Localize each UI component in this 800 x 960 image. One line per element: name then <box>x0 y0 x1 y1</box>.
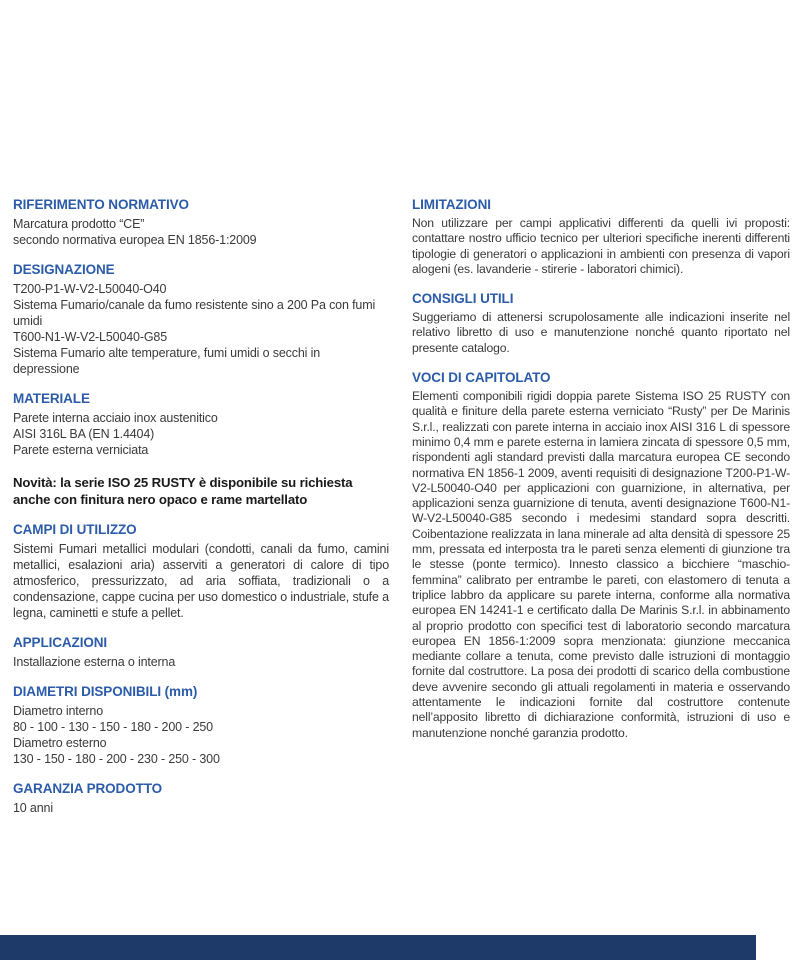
section-heading-riferimento-normativo: RIFERIMENTO NORMATIVO <box>13 197 189 212</box>
applicazioni-line-1: Installazione esterna o interna <box>13 655 176 669</box>
section-applicazioni <box>13 636 389 670</box>
riferimento-line-1: Marcatura prodotto “CE” <box>13 217 145 231</box>
materiale-line-3: Parete esterna verniciata <box>13 443 149 457</box>
section-materiale <box>13 392 389 458</box>
diametri-line-1: Diametro interno <box>13 704 104 718</box>
riferimento-line-2: secondo normativa europea EN 1856-1:2009 <box>13 233 257 247</box>
designazione-line-2: Sistema Fumario/canale da fumo resistente sino a 200 Pa con fumi umidi <box>13 298 376 328</box>
diametri-line-2: 80 - 100 - 130 - 150 - 180 - 200 - 250 <box>13 720 213 734</box>
section-consigli-utili <box>412 292 790 356</box>
designazione-line-4: Sistema Fumario alte temperature, fumi umidi o secchi in depressione <box>13 346 320 376</box>
novita-highlight: Novità: la serie ISO 25 RUSTY è disponibile su richiesta anche con finitura nero opaco e rame martellato <box>13 475 353 507</box>
voci-di-capitolato-paragraph: Elementi componibili rigidi doppia parete Sistema ISO 25 RUSTY con qualità e finiture della parete esterna verniciato “Rusty” per De Marinis S.r.l., realizzati con parete interna in acciaio inox AISI 316 L di spessore minimo 0,4 mm e parete esterna in lamiera zincata di spessore 0,5 mm, rispondenti agli standard previsti dalla marcatura europea CE secondo normativa EN 1856-1 2009, aventi requisiti di designazione T200-P1-W-V2-L50040-O40 per applicazioni con guarnizione, in alternativa, per applicazioni senza guarnizione di tenuta, aventi designazione T600-N1-W-V2-L50040-G85 secondo i medesimi standard sopra descritti. Coibentazione realizzata in lana minerale ad alta densità di spessore 25 mm, pressata ed interposta tra le pareti senza elementi di giunzione tra le stesse (ponte termico). Innesto classico a bicchiere “maschio-femmina” calibrato per entrambe le pareti, con elastomero di tenuta a triplice labbro da applicare su parete interna, conforme alla normativa europea EN 14241-1 e certificato dalla De Marinis S.r.l. in abbinamento al proprio prodotto con specifici test di laboratorio secondo marcatura europea EN 1856-1:2009 sopra menzionata: giunzione meccanica mediante collare a tenuta, come previsto dalle istruzioni di montaggio fornite dal costruttore. La posa dei prodotti di scarico della combustione deve avvenire secondo gli attuali regolamenti in materia e osservando attentamente le indicazioni fornite dal costruttore contenute nell’apposito libretto di dichiarazione conformità, istruzioni di uso e manutenzione nonché garanzia prodotto. <box>412 389 790 740</box>
section-heading-voci-di-capitolato: VOCI DI CAPITOLATO <box>412 370 551 386</box>
section-heading-campi-di-utilizzo: CAMPI DI UTILIZZO <box>13 522 137 537</box>
right-column <box>412 198 790 756</box>
garanzia-line-1: 10 anni <box>13 801 53 815</box>
section-diametri-disponibili <box>13 685 389 767</box>
section-heading-designazione: DESIGNAZIONE <box>13 262 115 277</box>
consigli-utili-paragraph: Suggeriamo di attenersi scrupolosamente alle indicazioni inserite nel relativo libretto di uso e manutenzione nonché quanto riportato nel presente catalogo. <box>412 310 790 355</box>
section-heading-limitazioni: LIMITAZIONI <box>412 197 491 212</box>
section-campi-di-utilizzo <box>13 523 389 621</box>
footer-navy-bar <box>0 935 756 960</box>
designazione-line-1: T200-P1-W-V2-L50040-O40 <box>13 282 167 296</box>
section-heading-materiale: MATERIALE <box>13 391 90 406</box>
campi-di-utilizzo-paragraph: Sistemi Fumari metallici modulari (condotti, canali da fumo, camini metallici, esalazioni aria) asserviti a generatori di calore di tipo atmosferico, pressurizzato, ad aria soffiata, tradizionali o a condensazione, cappe cucina per uso domestico o industriale, stufe a legna, caminetti e stufe a pellet. <box>13 542 389 620</box>
section-garanzia-prodotto <box>13 782 389 816</box>
diametri-line-3: Diametro esterno <box>13 736 107 750</box>
materiale-line-1: Parete interna acciaio inox austenitico <box>13 411 218 425</box>
section-riferimento-normativo <box>13 198 389 248</box>
limitazioni-paragraph: Non utilizzare per campi applicativi differenti da quelli ivi proposti: contattare nostro ufficio tecnico per ulteriori specifiche inerenti differenti tipologie di generatori o applicazioni in ambienti con presenza di vapori alogeni (es. lavanderie - stirerie - laboratori chimici). <box>412 216 790 276</box>
section-heading-garanzia-prodotto: GARANZIA PRODOTTO <box>13 781 163 796</box>
diametri-line-4: 130 - 150 - 180 - 200 - 230 - 250 - 300 <box>13 752 220 766</box>
designazione-line-3: T600-N1-W-V2-L50040-G85 <box>13 330 168 344</box>
section-designazione <box>13 263 389 377</box>
left-column <box>13 198 389 831</box>
section-voci-di-capitolato <box>412 371 790 741</box>
section-heading-consigli-utili: CONSIGLI UTILI <box>412 291 514 307</box>
section-heading-applicazioni: APPLICAZIONI <box>13 635 108 650</box>
materiale-line-2: AISI 316L BA (EN 1.4404) <box>13 427 155 441</box>
section-limitazioni <box>412 198 790 277</box>
section-heading-diametri-disponibili: DIAMETRI DISPONIBILI (mm) <box>13 684 198 699</box>
